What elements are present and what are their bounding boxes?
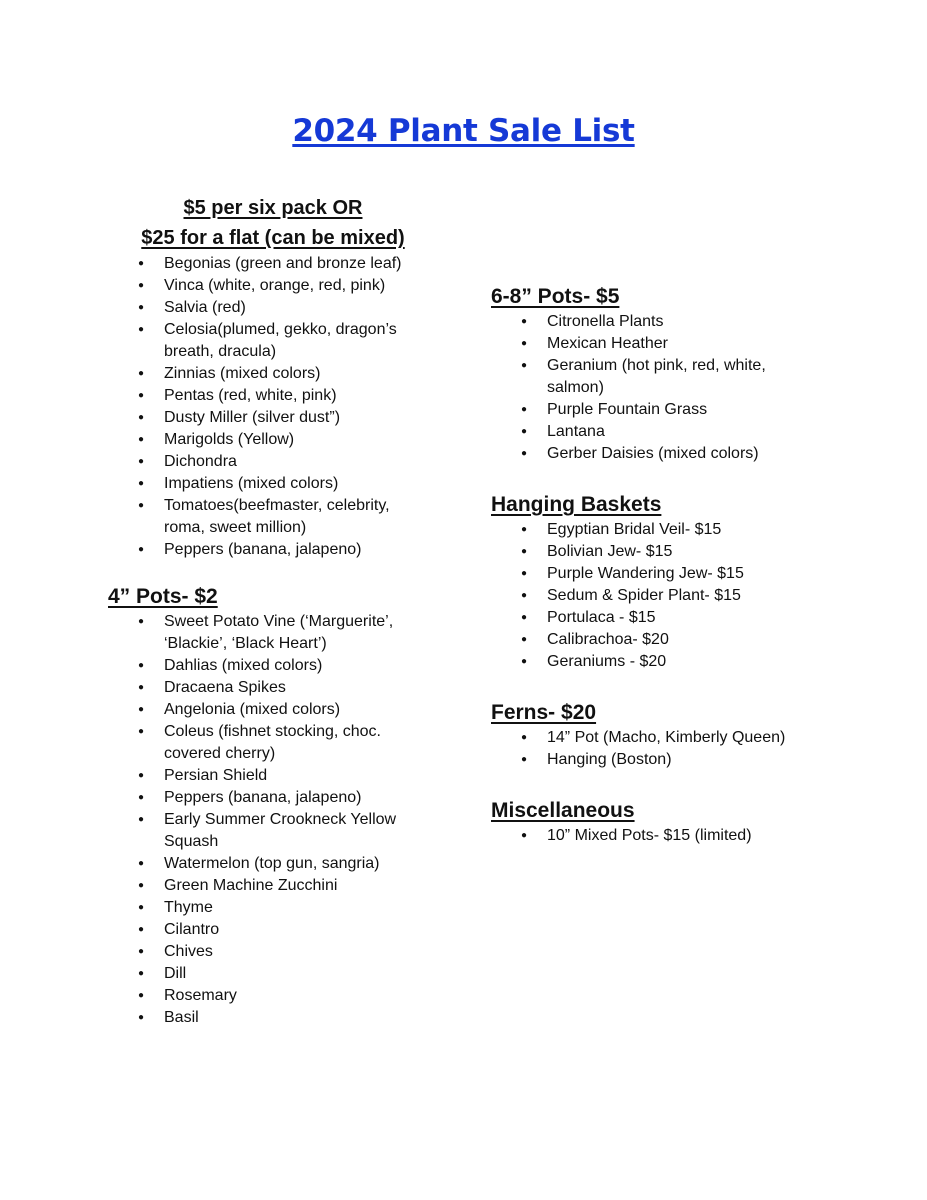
list-item-text: Chives [164,943,213,960]
list-item [491,629,851,651]
list-item-text: Pentas (red, white, pink) [164,387,337,404]
list-item [108,429,458,451]
six-pack-heading [108,193,438,253]
list-item [108,275,458,297]
list-item [108,655,458,677]
list-item [491,607,851,629]
list-item-text: Sweet Potato Vine (‘Marguerite’, [164,613,394,630]
list-item-text: ‘Blackie’, ‘Black Heart’) [164,635,327,652]
list-item-text: Salvia (red) [164,299,246,316]
list-item-text: Peppers (banana, jalapeno) [164,541,362,558]
list-item-text: Watermelon (top gun, sangria) [164,855,380,872]
list-item-text: Sedum & Spider Plant- $15 [547,587,741,604]
list-item-text: Peppers (banana, jalapeno) [164,789,362,806]
list-item [108,787,458,809]
list-item [108,495,458,539]
list-item [491,727,851,749]
list-item-text: roma, sweet million) [164,519,307,536]
list-item-text: 10” Mixed Pots- $15 (limited) [547,827,752,844]
list-item [108,539,458,561]
list-item [491,825,851,847]
list-item-text: Hanging (Boston) [547,751,672,768]
list-item [108,319,458,363]
four-inch-pots-list [108,611,458,1029]
list-item-text: Impatiens (mixed colors) [164,475,339,492]
list-item [491,541,851,563]
list-item [108,253,458,275]
list-item [491,421,851,443]
list-item-text: Marigolds (Yellow) [164,431,295,448]
list-item [108,897,458,919]
hanging-baskets-list [491,519,851,673]
list-item [491,519,851,541]
list-item [491,399,851,421]
list-item-text: Tomatoes(beefmaster, celebrity, [164,497,390,514]
list-item [108,853,458,875]
list-item-text: 14” Pot (Macho, Kimberly Queen) [547,729,786,746]
list-item [108,765,458,787]
left-column [108,193,458,1029]
six-pack-heading-line1: $5 per six pack OR [183,197,363,219]
list-item [108,611,458,655]
list-item-text: Early Summer Crookneck Yellow [164,811,397,828]
list-item-text: salmon) [547,379,604,396]
list-item [108,451,458,473]
list-item-text: Dichondra [164,453,237,470]
six-eight-pots-list [491,311,851,465]
list-item [108,919,458,941]
list-item-text: Begonias (green and bronze leaf) [164,255,402,272]
list-item [491,749,851,771]
list-item [491,651,851,673]
hanging-baskets-heading: Hanging Baskets [491,493,662,516]
miscellaneous-heading: Miscellaneous [491,799,635,822]
list-item-text: Citronella Plants [547,313,664,330]
right-column [491,283,851,847]
list-item [108,363,458,385]
list-item-text: Basil [164,1009,199,1026]
list-item [108,297,458,319]
list-item-text: covered cherry) [164,745,276,762]
list-item [108,385,458,407]
list-item [108,875,458,897]
list-item-text: Cilantro [164,921,220,938]
list-item [491,311,851,333]
list-item-text: Vinca (white, orange, red, pink) [164,277,386,294]
six-eight-pots-heading: 6-8” Pots- $5 [491,285,620,308]
list-item-text: breath, dracula) [164,343,277,360]
list-item-text: Bolivian Jew- $15 [547,543,673,560]
list-item-text: Squash [164,833,219,850]
list-item-text: Coleus (fishnet stocking, choc. [164,723,381,740]
list-item [108,721,458,765]
list-item-text: Mexican Heather [547,335,668,352]
list-item [108,1007,458,1029]
list-item-text: Dill [164,965,187,982]
list-item-text: Lantana [547,423,605,440]
list-item-text: Gerber Daisies (mixed colors) [547,445,759,462]
list-item [108,809,458,853]
list-item [491,443,851,465]
six-pack-heading-line2: $25 for a flat (can be mixed) [141,227,405,249]
list-item-text: Geraniums - $20 [547,653,667,670]
list-item [108,473,458,495]
list-item-text: Green Machine Zucchini [164,877,338,894]
list-item-text: Purple Fountain Grass [547,401,708,418]
list-item-text: Rosemary [164,987,237,1004]
ferns-heading: Ferns- $20 [491,701,597,724]
list-item [491,355,851,399]
list-item-text: Dracaena Spikes [164,679,286,696]
four-inch-pots-heading: 4” Pots- $2 [108,585,218,608]
list-item [491,585,851,607]
list-item-text: Celosia(plumed, gekko, dragon’s [164,321,397,338]
list-item [108,963,458,985]
list-item [491,563,851,585]
list-item-text: Egyptian Bridal Veil- $15 [547,521,722,538]
list-item-text: Thyme [164,899,213,916]
list-item [491,333,851,355]
list-item-text: Dusty Miller (silver dust”) [164,409,341,426]
list-item [108,941,458,963]
list-item [108,985,458,1007]
list-item-text: Calibrachoa- $20 [547,631,669,648]
list-item-text: Angelonia (mixed colors) [164,701,341,718]
list-item-text: Geranium (hot pink, red, white, [547,357,766,374]
list-item [108,677,458,699]
list-item-text: Persian Shield [164,767,268,784]
list-item-text: Dahlias (mixed colors) [164,657,323,674]
miscellaneous-list [491,825,851,847]
list-item-text: Purple Wandering Jew- $15 [547,565,744,582]
list-item-text: Portulaca - $15 [547,609,656,626]
six-pack-list [108,253,458,561]
list-item-text: Zinnias (mixed colors) [164,365,321,382]
ferns-list [491,727,851,771]
page-title: 2024 Plant Sale List [292,113,635,149]
list-item [108,699,458,721]
list-item [108,407,458,429]
